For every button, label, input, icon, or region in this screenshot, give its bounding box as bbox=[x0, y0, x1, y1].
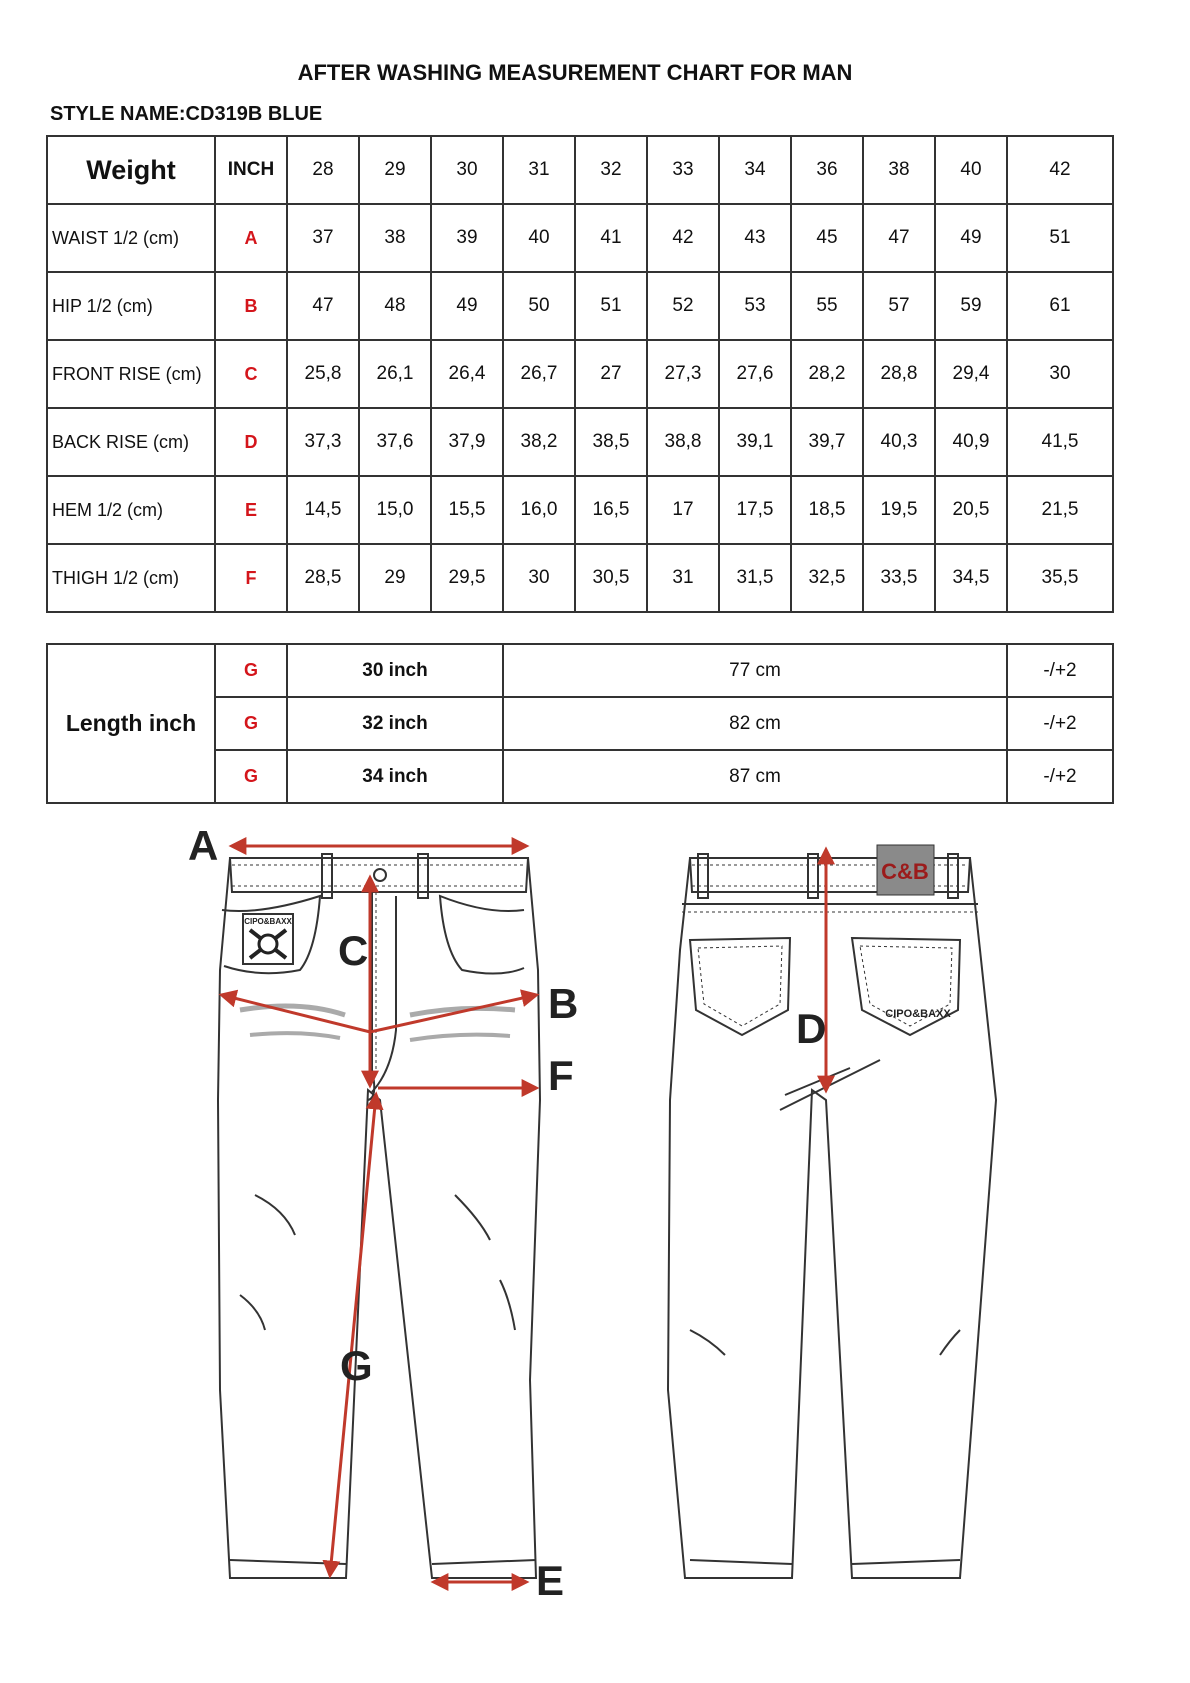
size-header-cell: 34 bbox=[719, 136, 791, 204]
measurement-label: HEM 1/2 (cm) bbox=[47, 476, 215, 544]
size-header-cell: 38 bbox=[863, 136, 935, 204]
measurement-value: 28,8 bbox=[863, 340, 935, 408]
measurement-label: WAIST 1/2 (cm) bbox=[47, 204, 215, 272]
length-tolerance: -/+2 bbox=[1007, 750, 1113, 803]
measurement-code: D bbox=[215, 408, 287, 476]
measurement-value: 40,9 bbox=[935, 408, 1007, 476]
measurement-value: 21,5 bbox=[1007, 476, 1113, 544]
measurement-value: 16,0 bbox=[503, 476, 575, 544]
measurement-value: 29 bbox=[359, 544, 431, 612]
measurement-value: 33,5 bbox=[863, 544, 935, 612]
measurement-row bbox=[47, 204, 1113, 272]
letter-b: B bbox=[548, 980, 579, 1027]
measurement-value: 41,5 bbox=[1007, 408, 1113, 476]
measurement-value: 34,5 bbox=[935, 544, 1007, 612]
measurement-value: 29,5 bbox=[431, 544, 503, 612]
measurement-value: 37,3 bbox=[287, 408, 359, 476]
size-header-cell: 42 bbox=[1007, 136, 1113, 204]
measurement-value: 39 bbox=[431, 204, 503, 272]
measurement-label: THIGH 1/2 (cm) bbox=[47, 544, 215, 612]
size-header-cell: 31 bbox=[503, 136, 575, 204]
jeans-diagram bbox=[0, 800, 1190, 1680]
measurement-value: 19,5 bbox=[863, 476, 935, 544]
size-header-cell: 40 bbox=[935, 136, 1007, 204]
size-measurement-table bbox=[46, 135, 1114, 613]
measurement-row bbox=[47, 408, 1113, 476]
measurement-value: 30 bbox=[503, 544, 575, 612]
measurement-value: 18,5 bbox=[791, 476, 863, 544]
measurement-value: 38,2 bbox=[503, 408, 575, 476]
measurement-value: 35,5 bbox=[1007, 544, 1113, 612]
measurement-value: 41 bbox=[575, 204, 647, 272]
measurement-value: 39,7 bbox=[791, 408, 863, 476]
length-row bbox=[47, 644, 1113, 697]
measurement-value: 47 bbox=[287, 272, 359, 340]
size-header-cell: 28 bbox=[287, 136, 359, 204]
front-patch bbox=[243, 914, 293, 964]
measurement-value: 40,3 bbox=[863, 408, 935, 476]
measurement-value: 38,8 bbox=[647, 408, 719, 476]
weight-header: Weight bbox=[47, 136, 215, 204]
measurement-value: 37 bbox=[287, 204, 359, 272]
measurement-value: 31,5 bbox=[719, 544, 791, 612]
measurement-value: 51 bbox=[1007, 204, 1113, 272]
measurement-value: 45 bbox=[791, 204, 863, 272]
measurement-value: 30 bbox=[1007, 340, 1113, 408]
length-inch: 30 inch bbox=[287, 644, 503, 697]
measurement-value: 17 bbox=[647, 476, 719, 544]
measurement-value: 47 bbox=[863, 204, 935, 272]
letter-c: C bbox=[338, 927, 369, 974]
length-title: Length inch bbox=[47, 644, 215, 803]
measurement-value: 49 bbox=[935, 204, 1007, 272]
length-code: G bbox=[215, 644, 287, 697]
back-label bbox=[877, 845, 934, 895]
measurement-value: 38 bbox=[359, 204, 431, 272]
measurement-row bbox=[47, 544, 1113, 612]
back-jeans-drawing bbox=[668, 854, 996, 1578]
size-header-row bbox=[47, 136, 1113, 204]
measurement-value: 55 bbox=[791, 272, 863, 340]
letter-d: D bbox=[796, 1005, 827, 1052]
measurement-value: 17,5 bbox=[719, 476, 791, 544]
measurement-row bbox=[47, 476, 1113, 544]
measurement-value: 31 bbox=[647, 544, 719, 612]
measurement-value: 51 bbox=[575, 272, 647, 340]
length-inch: 32 inch bbox=[287, 697, 503, 750]
length-tolerance: -/+2 bbox=[1007, 697, 1113, 750]
measurement-value: 53 bbox=[719, 272, 791, 340]
measurement-value: 38,5 bbox=[575, 408, 647, 476]
measurement-code: C bbox=[215, 340, 287, 408]
measurement-value: 49 bbox=[431, 272, 503, 340]
measurement-value: 16,5 bbox=[575, 476, 647, 544]
measurement-label: FRONT RISE (cm) bbox=[47, 340, 215, 408]
size-header-cell: 32 bbox=[575, 136, 647, 204]
measurement-value: 50 bbox=[503, 272, 575, 340]
measurement-row bbox=[47, 340, 1113, 408]
front-patch-text: CIPO&BAXX bbox=[244, 917, 292, 926]
size-header-cell: 29 bbox=[359, 136, 431, 204]
back-label-text: C&B bbox=[881, 859, 929, 884]
measurement-value: 57 bbox=[863, 272, 935, 340]
measurement-value: 28,2 bbox=[791, 340, 863, 408]
measurement-value: 52 bbox=[647, 272, 719, 340]
size-header-cell: 30 bbox=[431, 136, 503, 204]
measurement-value: 27,3 bbox=[647, 340, 719, 408]
measurement-label: BACK RISE (cm) bbox=[47, 408, 215, 476]
measurement-value: 14,5 bbox=[287, 476, 359, 544]
measurement-value: 25,8 bbox=[287, 340, 359, 408]
measurement-code: E bbox=[215, 476, 287, 544]
measurement-value: 27 bbox=[575, 340, 647, 408]
measurement-value: 15,5 bbox=[431, 476, 503, 544]
measurement-value: 40 bbox=[503, 204, 575, 272]
measurement-code: B bbox=[215, 272, 287, 340]
measurement-row bbox=[47, 272, 1113, 340]
length-code: G bbox=[215, 697, 287, 750]
letter-e: E bbox=[536, 1557, 565, 1604]
length-code: G bbox=[215, 750, 287, 803]
measurement-value: 32,5 bbox=[791, 544, 863, 612]
size-header-cell: 33 bbox=[647, 136, 719, 204]
style-name: STYLE NAME:CD319B BLUE bbox=[50, 103, 323, 125]
inch-header: INCH bbox=[215, 136, 287, 204]
length-cm: 87 cm bbox=[503, 750, 1007, 803]
measurement-label: HIP 1/2 (cm) bbox=[47, 272, 215, 340]
length-tolerance: -/+2 bbox=[1007, 644, 1113, 697]
measurement-value: 28,5 bbox=[287, 544, 359, 612]
measurement-value: 48 bbox=[359, 272, 431, 340]
measurement-value: 42 bbox=[647, 204, 719, 272]
page-title: AFTER WASHING MEASUREMENT CHART FOR MAN bbox=[297, 60, 853, 85]
measurement-value: 61 bbox=[1007, 272, 1113, 340]
measurement-value: 37,9 bbox=[431, 408, 503, 476]
measurement-value: 59 bbox=[935, 272, 1007, 340]
letter-g: G bbox=[340, 1342, 373, 1389]
letter-a: A bbox=[188, 822, 219, 869]
measurement-value: 26,1 bbox=[359, 340, 431, 408]
length-table bbox=[46, 643, 1114, 804]
measurement-code: F bbox=[215, 544, 287, 612]
size-header-cell: 36 bbox=[791, 136, 863, 204]
measurement-value: 26,4 bbox=[431, 340, 503, 408]
length-cm: 82 cm bbox=[503, 697, 1007, 750]
back-pocket-text: CIPO&BAXX bbox=[885, 1008, 951, 1020]
measurement-value: 37,6 bbox=[359, 408, 431, 476]
measurement-code: A bbox=[215, 204, 287, 272]
letter-f: F bbox=[548, 1052, 574, 1099]
measurement-value: 26,7 bbox=[503, 340, 575, 408]
length-cm: 77 cm bbox=[503, 644, 1007, 697]
measurement-value: 30,5 bbox=[575, 544, 647, 612]
measurement-value: 43 bbox=[719, 204, 791, 272]
measurement-value: 20,5 bbox=[935, 476, 1007, 544]
measurement-value: 29,4 bbox=[935, 340, 1007, 408]
measurement-value: 27,6 bbox=[719, 340, 791, 408]
length-inch: 34 inch bbox=[287, 750, 503, 803]
measurement-value: 39,1 bbox=[719, 408, 791, 476]
measurement-value: 15,0 bbox=[359, 476, 431, 544]
